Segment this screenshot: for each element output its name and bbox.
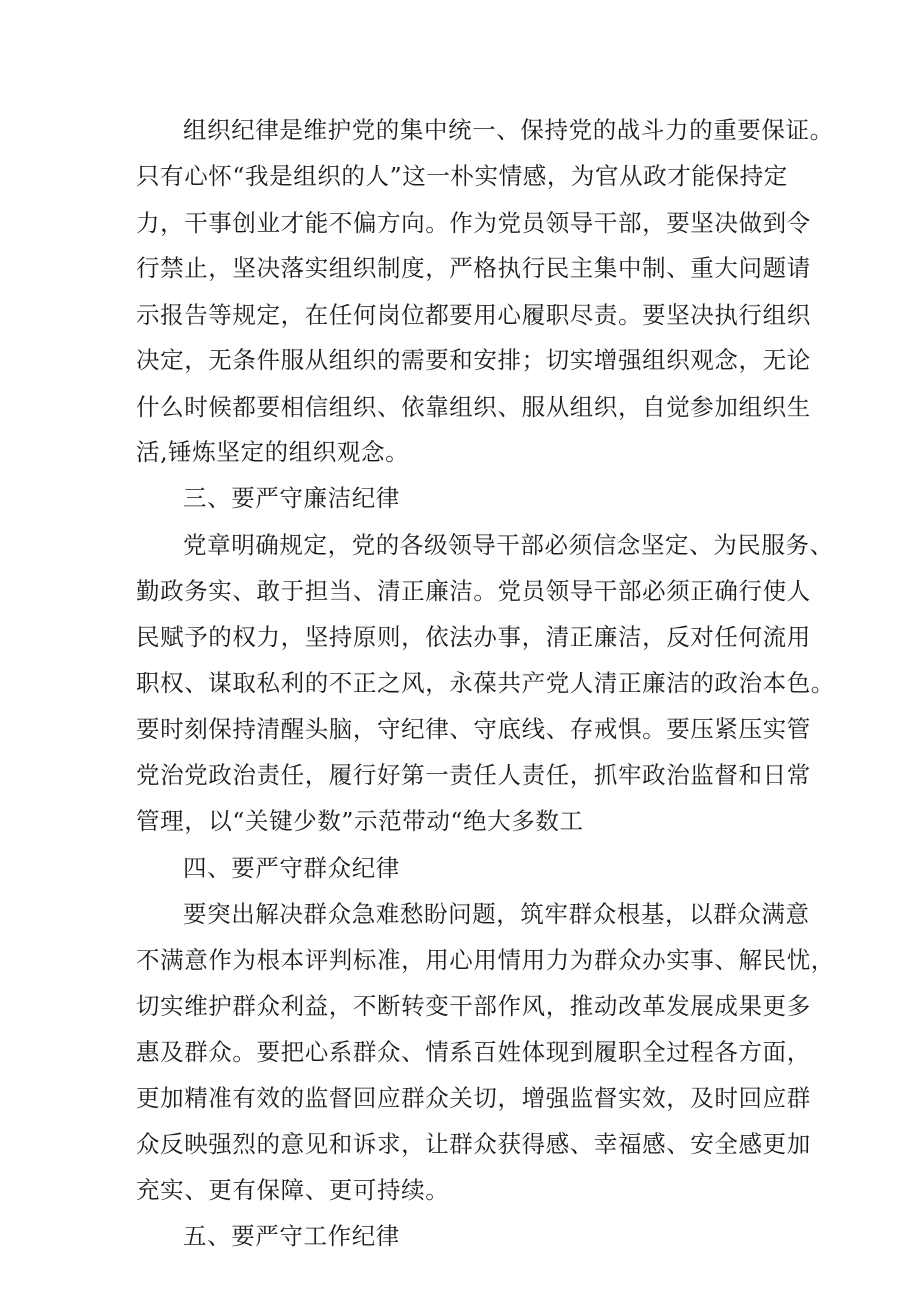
section-heading: 五、要严守工作纪律 bbox=[183, 1222, 400, 1250]
section-heading: 三、要严守廉洁纪律 bbox=[183, 484, 400, 512]
paragraph-line: 民赋予的权力，坚持原则，依法办事，清正廉洁，反对任何流用 bbox=[136, 623, 811, 651]
paragraph-line: 不满意作为根本评判标准，用心用情用力为群众办实事、解民忧， bbox=[136, 946, 835, 974]
paragraph-line: 管理，以“关键少数”示范带动“绝大多数工 bbox=[136, 807, 584, 835]
paragraph-line: 党治党政治责任，履行好第一责任人责任，抓牢政治监督和日常 bbox=[136, 761, 811, 789]
paragraph-line: 勤政务实、敢于担当、清正廉洁。党员领导干部必须正确行使人 bbox=[136, 577, 811, 605]
paragraph-line: 活,锤炼坚定的组织观念。 bbox=[136, 438, 410, 466]
paragraph-line: 众反映强烈的意见和诉求，让群众获得感、幸福感、安全感更加 bbox=[136, 1130, 811, 1158]
paragraph-line: 更加精准有效的监督回应群众关切，增强监督实效，及时回应群 bbox=[136, 1084, 811, 1112]
paragraph-line: 示报告等规定，在任何岗位都要用心履职尽责。要坚决执行组织 bbox=[136, 301, 811, 329]
paragraph-line: 党章明确规定，党的各级领导干部必须信念坚定、为民服务、 bbox=[183, 531, 834, 559]
section-heading: 四、要严守群众纪律 bbox=[183, 854, 400, 882]
paragraph-line: 组织纪律是维护党的集中统一、保持党的战斗力的重要保证。 bbox=[183, 116, 834, 144]
paragraph-line: 行禁止，坚决落实组织制度，严格执行民主集中制、重大问题请 bbox=[136, 254, 811, 282]
paragraph-line: 切实维护群众利益，不断转变干部作风，推动改革发展成果更多 bbox=[136, 992, 811, 1020]
paragraph-line: 充实、更有保障、更可持续。 bbox=[136, 1176, 450, 1204]
paragraph-line: 决定，无条件服从组织的需要和安排；切实增强组织观念，无论 bbox=[136, 346, 811, 374]
paragraph-line: 要时刻保持清醒头脑，守纪律、守底线、存戒惧。要压紧压实管 bbox=[136, 715, 811, 743]
paragraph-line: 要突出解决群众急难愁盼问题，筑牢群众根基，以群众满意 bbox=[183, 900, 810, 928]
paragraph-line: 只有心怀“我是组织的人”这一朴实情感，为官从政才能保持定 bbox=[136, 162, 788, 190]
paragraph-line: 职权、谋取私利的不正之风，永葆共产党人清正廉洁的政治本色。 bbox=[136, 669, 835, 697]
paragraph-line: 惠及群众。要把心系群众、情系百姓体现到履职全过程各方面， bbox=[136, 1038, 811, 1066]
paragraph-line: 力，干事创业才能不偏方向。作为党员领导干部，要坚决做到令 bbox=[136, 209, 811, 237]
paragraph-line: 什么时候都要相信组织、依靠组织、服从组织，自觉参加组织生 bbox=[136, 393, 811, 421]
